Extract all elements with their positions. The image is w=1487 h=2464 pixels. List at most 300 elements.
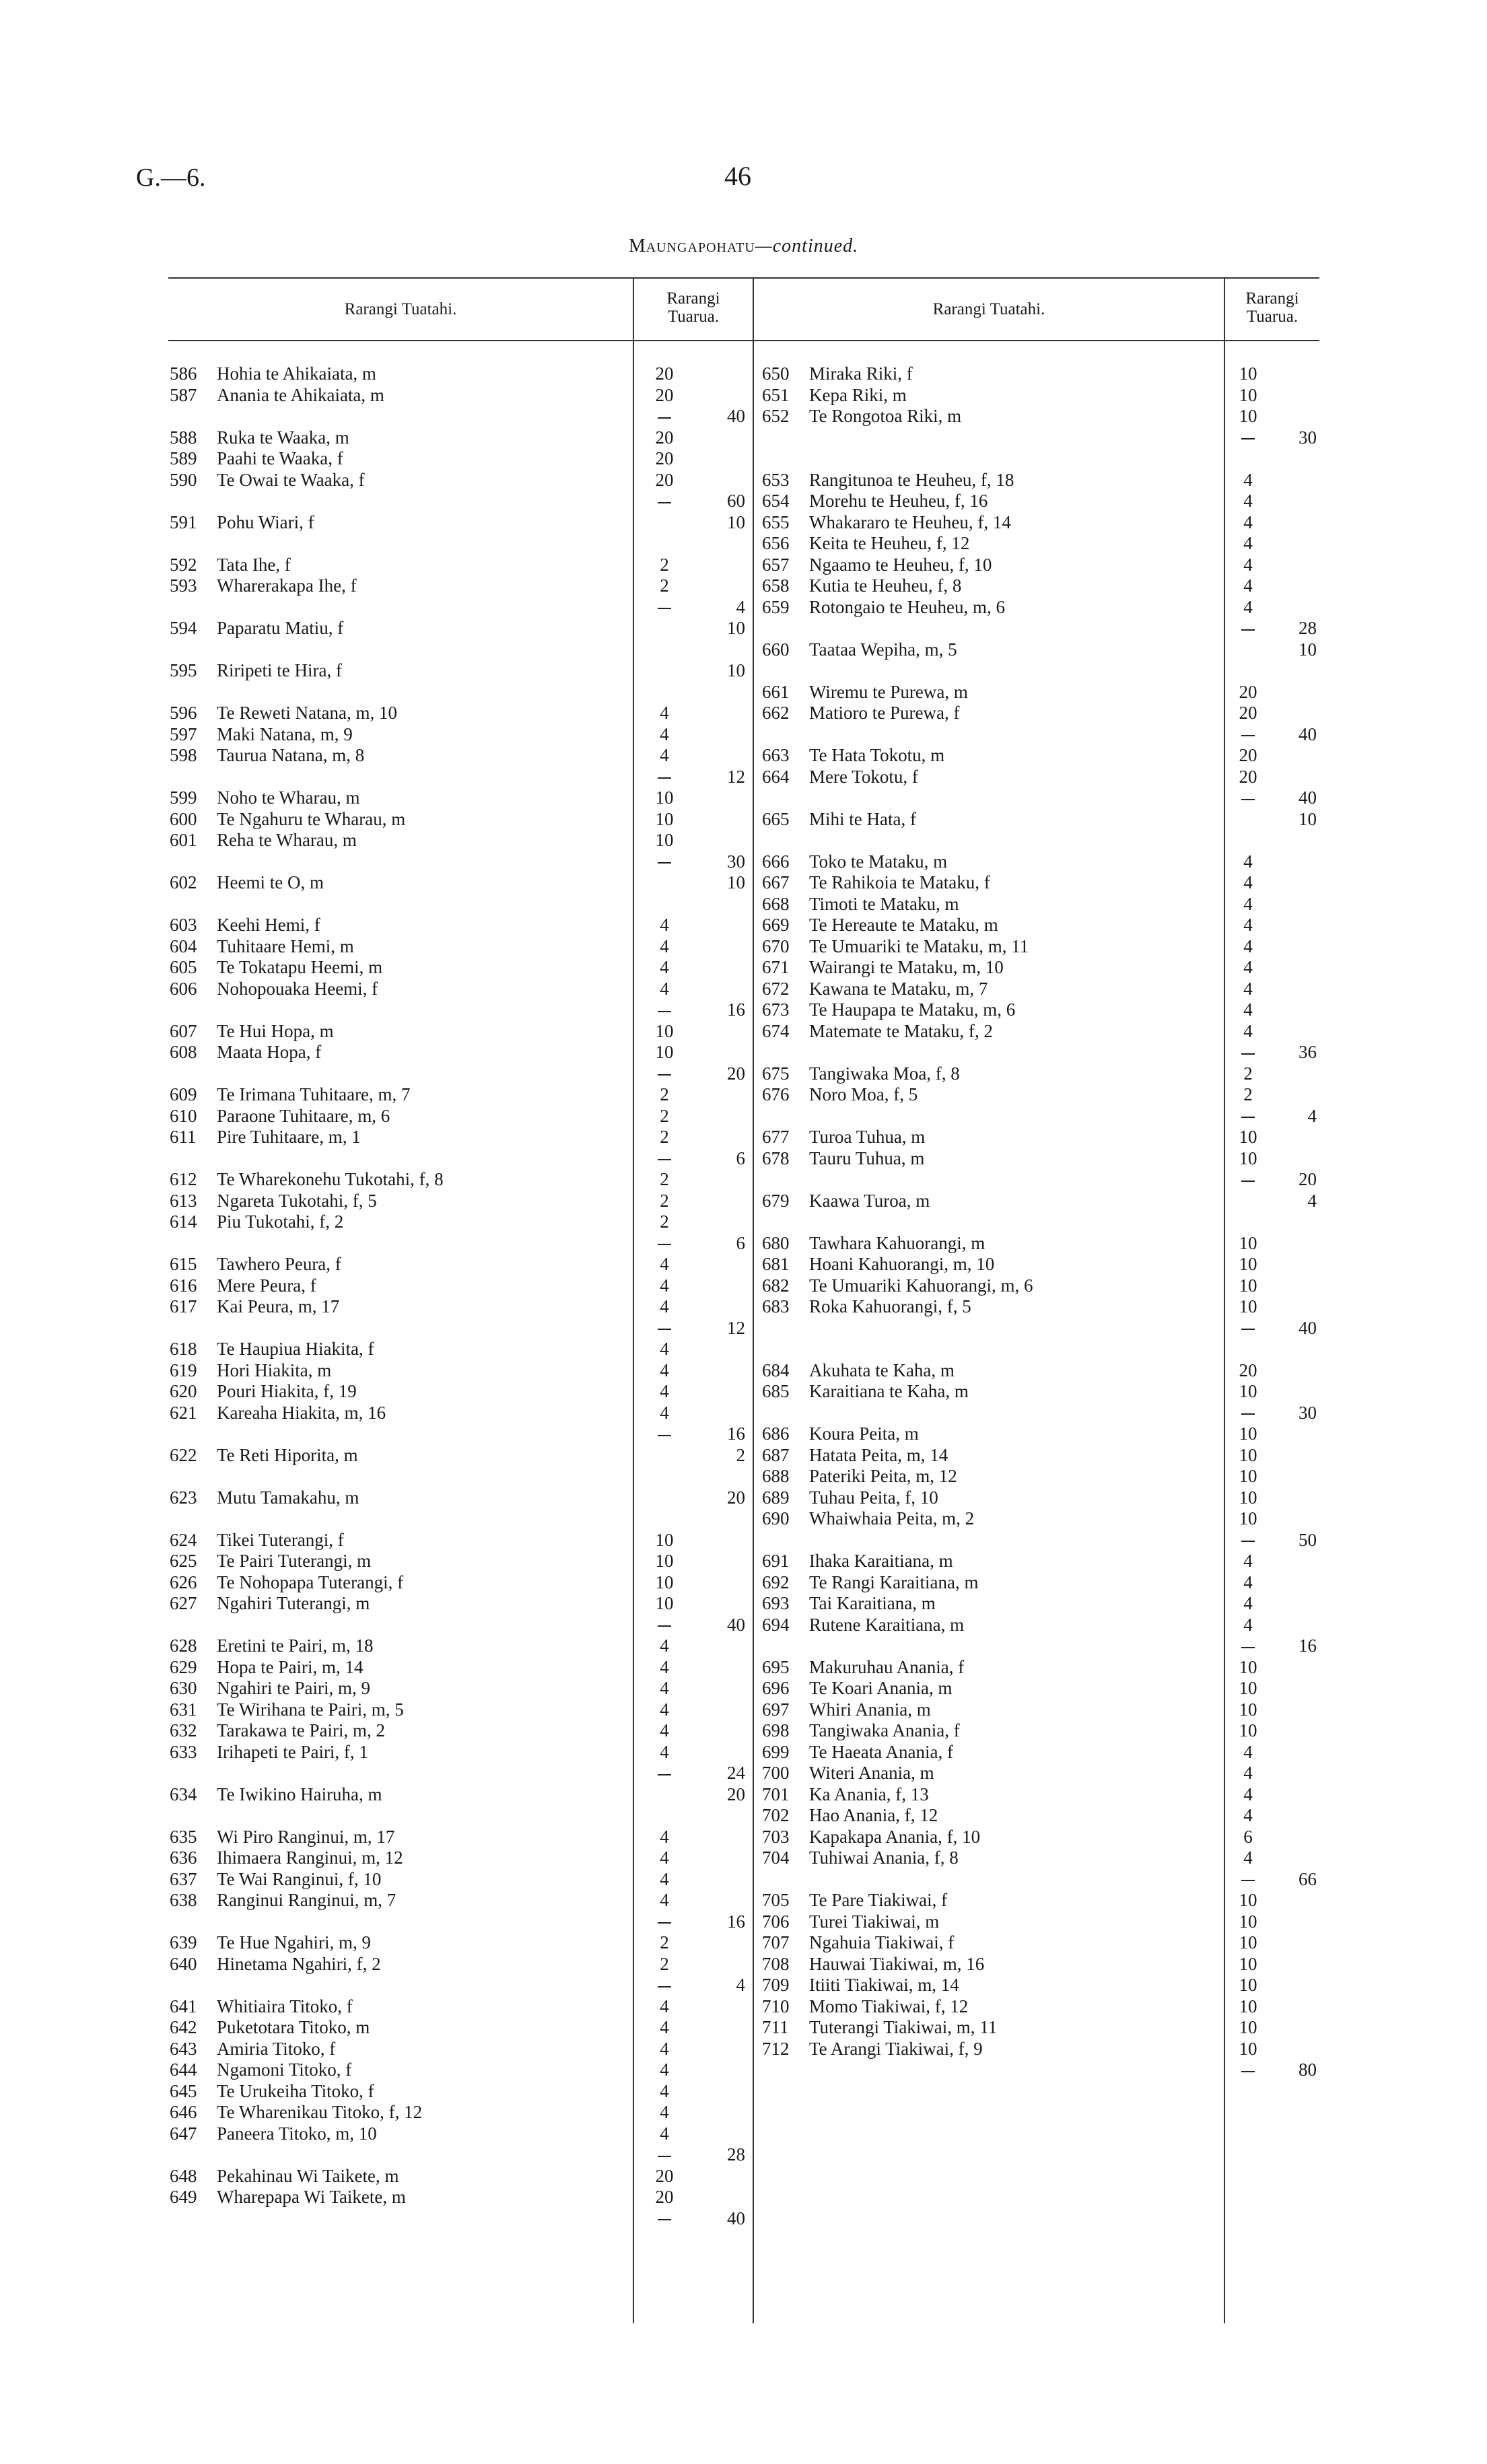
share-value: 4 (660, 1656, 669, 1677)
table-row (170, 363, 754, 385)
entry-name: Anania te Ahikaiata, m (217, 384, 384, 405)
entry-number: 601 (170, 830, 197, 850)
table-row (170, 1445, 754, 1467)
entry-name: Ranginui Ranginui, m, 7 (217, 1890, 396, 1910)
share-value: 10 (655, 1529, 674, 1550)
entry-number: 667 (762, 872, 790, 892)
entry-name: Whaiwhaia Peita, m, 2 (809, 1508, 975, 1528)
share-value: 10 (1239, 1254, 1257, 1274)
right-header-tuatahi: Rarangi Tuatahi. (932, 300, 1045, 318)
group-total: 30 (727, 851, 745, 872)
entry-name: Te Rangi Karaitiana, m (809, 1572, 979, 1592)
group-total: 40 (727, 406, 745, 426)
share-value: 4 (1243, 1614, 1253, 1635)
subtotal-row (170, 406, 754, 427)
entry-name: Te Wharenikau Titoko, f, 12 (217, 2102, 423, 2122)
entry-number: 630 (170, 1678, 197, 1698)
entry-name: Kutia te Heuheu, f, 8 (809, 575, 962, 596)
entry-name: Te Wharekonehu Tukotahi, f, 8 (217, 1169, 444, 1189)
entry-name: Wairangi te Mataku, m, 10 (809, 957, 1004, 977)
subtotal-row (170, 1911, 754, 1933)
entry-name: Taataa Wepiha, m, 5 (809, 639, 957, 660)
entry-name: Kareaha Hiakita, m, 16 (217, 1402, 386, 1423)
table-row (762, 1657, 1319, 1679)
entry-name: Wharepapa Wi Taikete, m (217, 2187, 406, 2207)
subtotal-row (170, 597, 754, 619)
table-row (762, 1360, 1319, 1382)
entry-name: Noro Moa, f, 5 (809, 1084, 918, 1104)
entry-number: 646 (170, 2102, 197, 2122)
entry-number: 603 (170, 915, 197, 935)
entry-number: 644 (170, 2060, 197, 2080)
entry-name: Kai Peura, m, 17 (217, 1296, 340, 1316)
entry-number: 710 (762, 1996, 790, 2016)
entry-name: Te Hui Hopa, m (217, 1020, 334, 1041)
table-row (170, 1042, 754, 1063)
table-row (762, 1720, 1319, 1742)
subtotal-dash (644, 406, 685, 427)
entry-number: 705 (762, 1890, 790, 1910)
subtotal-dash (644, 1423, 685, 1445)
share-value: 10 (1239, 1932, 1257, 1952)
table-row (762, 533, 1319, 555)
share-value: 10 (1239, 1296, 1257, 1316)
group-total: 60 (727, 491, 745, 511)
entry-name: Te Hue Ngahiri, m, 9 (217, 1932, 372, 1952)
entry-number: 687 (762, 1444, 790, 1465)
entry-name: Akuhata te Kaha, m (809, 1360, 955, 1380)
entry-name: Te Wirihana te Pairi, m, 5 (217, 1699, 404, 1720)
entry-number: 631 (170, 1699, 197, 1720)
table-row (762, 1911, 1319, 1933)
share-value: 2 (660, 1211, 669, 1232)
entry-name: Te Rahikoia te Mataku, f (809, 872, 990, 892)
table-row (170, 427, 754, 449)
entry-number: 679 (762, 1190, 790, 1211)
entry-number: 668 (762, 893, 790, 914)
entry-name: Ngahiri Tuterangi, m (217, 1593, 370, 1613)
table-row (170, 1191, 754, 1212)
table-row (170, 1381, 754, 1403)
table-row (170, 936, 754, 958)
table-row (170, 724, 754, 746)
table-row (170, 2039, 754, 2060)
entry-name: Te Irimana Tuhitaare, m, 7 (217, 1084, 411, 1104)
entry-name: Te Pare Tiakiwai, f (809, 1890, 948, 1910)
subtotal-dash (1228, 787, 1268, 809)
group-total: 10 (1299, 639, 1317, 660)
entry-number: 673 (762, 999, 790, 1020)
table-row (762, 1423, 1319, 1445)
entry-number: 699 (762, 1741, 790, 1762)
share-value: 10 (1239, 1127, 1257, 1147)
subtotal-dash (1228, 724, 1268, 746)
entry-number: 624 (170, 1529, 197, 1550)
entry-name: Taurua Natana, m, 8 (217, 745, 365, 765)
entry-number: 688 (762, 1466, 790, 1486)
subtotal-dash (1228, 1318, 1268, 1339)
table-row (170, 2081, 754, 2103)
table-row (170, 575, 754, 597)
table-row (762, 1847, 1319, 1869)
entry-number: 637 (170, 1868, 197, 1889)
table-row (762, 1890, 1319, 1911)
table-row (170, 1657, 754, 1679)
group-total: 6 (736, 1232, 745, 1253)
subtotal-row (762, 1106, 1319, 1127)
table-row (762, 682, 1319, 703)
share-value: 10 (1239, 406, 1257, 426)
table-top-rule (168, 277, 1319, 279)
table-row (170, 809, 754, 831)
group-total: 40 (1299, 724, 1317, 744)
group-total: 50 (1299, 1529, 1317, 1550)
entry-name: Whakararo te Heuheu, f, 14 (809, 512, 1011, 532)
entry-name: Te Umuariki Kahuorangi, m, 6 (809, 1275, 1033, 1296)
share-value: 20 (655, 427, 674, 448)
subtotal-dash (644, 1148, 685, 1170)
left-header-tuarua-line1: Rarangi (666, 289, 720, 308)
entry-number: 706 (762, 1911, 790, 1932)
entry-number: 675 (762, 1063, 790, 1084)
entry-number: 645 (170, 2080, 197, 2101)
entry-number: 700 (762, 1763, 790, 1783)
share-value: 4 (1243, 512, 1253, 532)
entry-name: Wharerakapa Ihe, f (217, 575, 357, 596)
share-value: 4 (660, 724, 669, 744)
share-value: 20 (655, 2187, 674, 2207)
table-row (170, 1275, 754, 1297)
entry-number: 678 (762, 1148, 790, 1168)
group-total: 36 (1299, 1042, 1317, 1062)
share-value: 4 (1243, 1784, 1253, 1804)
entry-number: 616 (170, 1275, 197, 1296)
entry-name: Amiria Titoko, f (217, 2038, 336, 2059)
group-total: 10 (1299, 808, 1317, 829)
share-value: 4 (1243, 533, 1253, 553)
table-row (170, 385, 754, 407)
table-row (170, 1254, 754, 1275)
share-value: 4 (660, 2102, 669, 2122)
entry-number: 628 (170, 1635, 197, 1656)
entry-number: 684 (762, 1360, 790, 1380)
share-value: 10 (1239, 1148, 1257, 1168)
table-row (170, 1127, 754, 1148)
subtotal-row (170, 1233, 754, 1255)
share-value: 20 (1239, 1360, 1257, 1380)
entry-number: 648 (170, 2165, 197, 2186)
table-row (170, 618, 754, 639)
entry-name: Maki Natana, m, 9 (217, 724, 353, 744)
subtotal-dash (644, 1615, 685, 1636)
entry-name: Makuruhau Anania, f (809, 1656, 965, 1677)
subtotal-row (170, 999, 754, 1021)
table-row (170, 1360, 754, 1382)
subtotal-dash (644, 597, 685, 619)
share-value: 2 (1243, 1084, 1253, 1104)
entry-name: Rangitunoa te Heuheu, f, 18 (809, 469, 1014, 490)
entry-number: 597 (170, 724, 197, 744)
subtotal-dash (1228, 1403, 1268, 1424)
share-value: 10 (655, 787, 674, 808)
entry-number: 693 (762, 1593, 790, 1613)
share-value: 10 (1239, 1975, 1257, 1995)
share-value: 4 (660, 1720, 669, 1740)
share-value: 4 (1243, 469, 1253, 490)
entry-name: Toko te Mataku, m (809, 851, 948, 872)
group-total: 20 (1299, 1169, 1317, 1189)
page-number: 46 (724, 161, 751, 191)
subtotal-dash (1228, 618, 1268, 639)
share-value: 4 (1243, 999, 1253, 1020)
subtotal-dash (644, 1063, 685, 1085)
entry-number: 708 (762, 1953, 790, 1974)
entry-name: Momo Tiakiwai, f, 12 (809, 1996, 969, 2016)
share-value: 4 (660, 2017, 669, 2037)
entry-number: 598 (170, 745, 197, 765)
entry-number: 671 (762, 957, 790, 977)
entry-number: 685 (762, 1381, 790, 1401)
table-row (170, 1699, 754, 1721)
share-value: 4 (660, 2123, 669, 2144)
table-row (170, 512, 754, 534)
entry-number: 686 (762, 1423, 790, 1444)
share-value: 10 (1239, 363, 1257, 384)
subtotal-dash (644, 1763, 685, 1784)
entry-name: Paneera Titoko, m, 10 (217, 2123, 377, 2144)
entry-name: Ngamoni Titoko, f (217, 2060, 352, 2080)
share-value: 4 (1243, 957, 1253, 977)
share-value: 2 (660, 1169, 669, 1189)
share-value: 4 (660, 703, 669, 723)
entry-name: Tangiwaka Anania, f (809, 1720, 960, 1740)
entry-number: 664 (762, 766, 790, 787)
subtotal-row (170, 767, 754, 788)
entry-number: 681 (762, 1254, 790, 1274)
entry-number: 654 (762, 491, 790, 511)
entry-number: 694 (762, 1614, 790, 1635)
entry-number: 695 (762, 1656, 790, 1677)
group-total: 40 (1299, 1317, 1317, 1338)
subtotal-dash (1228, 1169, 1268, 1191)
share-value: 4 (660, 1275, 669, 1296)
entry-number: 643 (170, 2038, 197, 2059)
share-value: 10 (1239, 1444, 1257, 1465)
group-total: 12 (727, 766, 745, 787)
subtotal-row (762, 1403, 1319, 1424)
table-row (762, 1487, 1319, 1509)
subtotal-dash (1228, 1042, 1268, 1063)
entry-number: 626 (170, 1572, 197, 1592)
share-value: 10 (1239, 1381, 1257, 1401)
share-value: 4 (660, 2080, 669, 2101)
share-value: 4 (660, 1381, 669, 1401)
group-total: 10 (727, 872, 745, 892)
entry-name: Tauru Tuhua, m (809, 1148, 925, 1168)
table-row (170, 1869, 754, 1891)
table-row (170, 1021, 754, 1043)
entry-name: Tuterangi Tiakiwai, m, 11 (809, 2017, 998, 2037)
entry-name: Te Hereaute te Mataku, m (809, 915, 998, 935)
table-row (170, 555, 754, 576)
entry-name: Reha te Wharau, m (217, 830, 357, 850)
table-row (170, 1593, 754, 1615)
table-row (170, 2017, 754, 2039)
entry-name: Pateriki Peita, m, 12 (809, 1466, 957, 1486)
table-row (762, 1805, 1319, 1827)
entry-number: 625 (170, 1551, 197, 1571)
entry-number: 620 (170, 1381, 197, 1401)
entry-name: Te Haupiua Hiakita, f (217, 1339, 374, 1359)
entry-name: Te Tokatapu Heemi, m (217, 957, 383, 977)
table-row (170, 2060, 754, 2081)
table-row (762, 2039, 1319, 2060)
entry-name: Hauwai Tiakiwai, m, 16 (809, 1953, 985, 1974)
table-row (762, 1275, 1319, 1297)
group-total: 30 (1299, 427, 1317, 448)
share-value: 10 (655, 1020, 674, 1041)
table-row (170, 787, 754, 809)
entry-name: Heemi te O, m (217, 872, 324, 892)
entry-number: 627 (170, 1593, 197, 1613)
table-row (762, 1445, 1319, 1467)
table-row (762, 1296, 1319, 1318)
group-total: 4 (1307, 1105, 1317, 1126)
entry-name: Kepa Riki, m (809, 384, 907, 405)
entry-number: 691 (762, 1551, 790, 1571)
table-row (762, 2017, 1319, 2039)
entry-number: 641 (170, 1996, 197, 2016)
subtotal-dash (1228, 1106, 1268, 1127)
entry-name: Matioro te Purewa, f (809, 703, 960, 723)
group-total: 2 (736, 1444, 745, 1465)
entry-name: Te Reti Hiporita, m (217, 1444, 358, 1465)
table-row (762, 1593, 1319, 1615)
share-value: 4 (1243, 1551, 1253, 1571)
entry-number: 607 (170, 1020, 197, 1041)
entry-name: Tikei Tuterangi, f (217, 1529, 344, 1550)
share-value: 10 (1239, 1720, 1257, 1740)
share-value: 20 (1239, 745, 1257, 765)
header-bottom-rule (168, 340, 1319, 341)
entry-number: 599 (170, 787, 197, 808)
entry-name: Te Hata Tokotu, m (809, 745, 945, 765)
entry-name: Tarakawa te Pairi, m, 2 (217, 1720, 386, 1740)
entry-name: Te Umuariki te Mataku, m, 11 (809, 936, 1029, 956)
entry-name: Ngareta Tukotahi, f, 5 (217, 1190, 377, 1211)
entry-number: 636 (170, 1847, 197, 1868)
right-column (762, 363, 1319, 2081)
share-value: 4 (660, 1254, 669, 1274)
share-value: 4 (1243, 596, 1253, 617)
entry-number: 703 (762, 1826, 790, 1847)
entry-number: 698 (762, 1720, 790, 1740)
entry-number: 655 (762, 512, 790, 532)
table-row (170, 1827, 754, 1848)
table-row (170, 1339, 754, 1360)
entry-number: 711 (762, 2017, 789, 2037)
entry-name: Tawhara Kahuorangi, m (809, 1232, 985, 1253)
table-row (762, 639, 1319, 661)
share-value: 4 (660, 1402, 669, 1423)
group-total: 28 (727, 2144, 745, 2164)
entry-name: Keehi Hemi, f (217, 915, 320, 935)
entry-number: 610 (170, 1105, 197, 1126)
left-header-tuatahi: Rarangi Tuatahi. (344, 300, 457, 318)
entry-number: 649 (170, 2187, 197, 2207)
share-value: 10 (1239, 1232, 1257, 1253)
entry-number: 690 (762, 1508, 790, 1528)
subtotal-row (170, 1975, 754, 1996)
entry-number: 662 (762, 703, 790, 723)
entry-name: Paparatu Matiu, f (217, 618, 344, 638)
table-row (762, 745, 1319, 767)
subtotal-row (170, 1063, 754, 1085)
entry-number: 622 (170, 1444, 197, 1465)
table-row (762, 1127, 1319, 1148)
share-value: 4 (1243, 1741, 1253, 1762)
share-value: 2 (660, 1953, 669, 1974)
table-row (762, 894, 1319, 915)
entry-name: Roka Kahuorangi, f, 5 (809, 1296, 971, 1316)
share-value: 4 (660, 1826, 669, 1847)
table-row (170, 872, 754, 894)
entry-name: Tata Ihe, f (217, 554, 291, 575)
entry-number: 634 (170, 1784, 197, 1804)
share-value: 20 (1239, 703, 1257, 723)
right-header-tuarua-line2: Tuarua. (1246, 308, 1299, 326)
share-value: 4 (660, 1741, 669, 1762)
subtotal-dash (644, 1975, 685, 1996)
subtotal-row (170, 1615, 754, 1636)
subtotal-row (762, 724, 1319, 746)
subtotal-row (762, 1042, 1319, 1063)
subtotal-row (170, 1763, 754, 1784)
right-header-tuarua (1225, 289, 1319, 326)
group-total: 6 (736, 1148, 745, 1168)
table-row (170, 1487, 754, 1509)
subtotal-row (170, 1423, 754, 1445)
entry-name: Timoti te Mataku, m (809, 893, 959, 914)
table-row (170, 703, 754, 724)
entry-number: 591 (170, 512, 197, 532)
share-value: 20 (655, 448, 674, 468)
entry-number: 647 (170, 2123, 197, 2144)
entry-number: 618 (170, 1339, 197, 1359)
entry-number: 592 (170, 554, 197, 575)
entry-name: Riripeti te Hira, f (217, 660, 342, 680)
share-value: 4 (660, 745, 669, 765)
group-total: 16 (727, 1911, 745, 1932)
entry-number: 674 (762, 1020, 790, 1041)
entry-number: 604 (170, 936, 197, 956)
entry-name: Hatata Peita, m, 14 (809, 1444, 948, 1465)
table-row (762, 1021, 1319, 1043)
title-place: Maungapohatu (628, 236, 755, 256)
table-row (762, 385, 1319, 407)
table-row (170, 1169, 754, 1191)
entry-number: 659 (762, 596, 790, 617)
entry-name: Kaawa Turoa, m (809, 1190, 930, 1211)
share-value: 10 (655, 1593, 674, 1613)
entry-number: 692 (762, 1572, 790, 1592)
subtotal-row (762, 427, 1319, 449)
share-value: 4 (660, 957, 669, 977)
table-row (170, 1572, 754, 1594)
table-row (762, 1763, 1319, 1784)
group-total: 30 (1299, 1402, 1317, 1423)
entry-number: 635 (170, 1826, 197, 1847)
